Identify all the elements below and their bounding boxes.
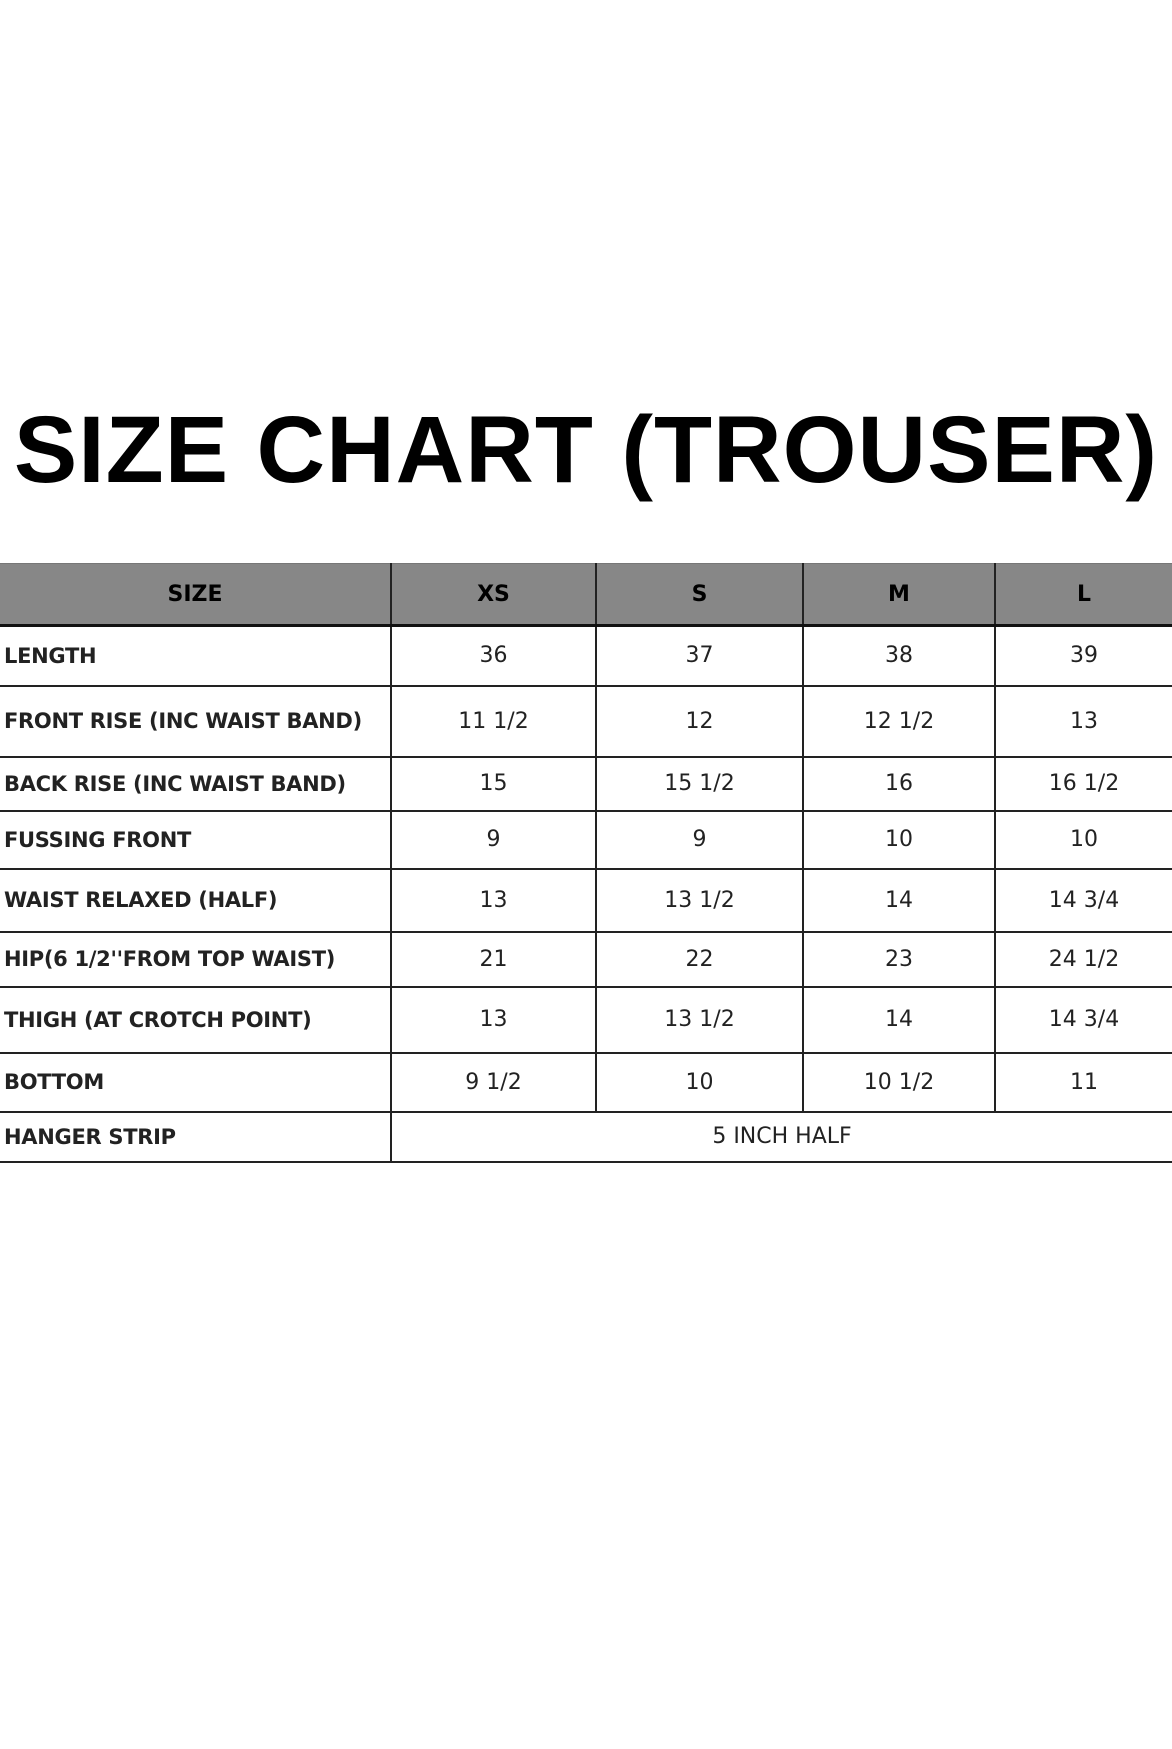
- cell-xs: 11 1/2: [391, 686, 596, 757]
- cell-xs: 13: [391, 869, 596, 932]
- cell-m: 16: [803, 757, 995, 811]
- cell-l: 13: [995, 686, 1172, 757]
- cell-l: 11: [995, 1053, 1172, 1112]
- cell-l: 16 1/2: [995, 757, 1172, 811]
- table-row-fussing-front: [0, 811, 1172, 869]
- cell-s: 9: [596, 811, 803, 869]
- cell-m: 14: [803, 987, 995, 1053]
- cell-l: 14 3/4: [995, 987, 1172, 1053]
- cell-l: 10: [995, 811, 1172, 869]
- table-row-waist-relaxed: [0, 869, 1172, 932]
- header-s: S: [596, 564, 803, 626]
- cell-m: 23: [803, 932, 995, 987]
- table-header-row: [0, 564, 1172, 626]
- table-row-front-rise: [0, 686, 1172, 757]
- cell-xs: 13: [391, 987, 596, 1053]
- cell-s: 12: [596, 686, 803, 757]
- cell-s: 22: [596, 932, 803, 987]
- table-row-length: [0, 626, 1172, 686]
- cell-m: 38: [803, 626, 995, 686]
- row-label: WAIST RELAXED (HALF): [0, 869, 391, 932]
- table-row-back-rise: [0, 757, 1172, 811]
- cell-xs: 21: [391, 932, 596, 987]
- cell-s: 37: [596, 626, 803, 686]
- cell-xs: 9 1/2: [391, 1053, 596, 1112]
- cell-xs: 9: [391, 811, 596, 869]
- header-m: M: [803, 564, 995, 626]
- cell-s: 13 1/2: [596, 987, 803, 1053]
- row-label: FUSSING FRONT: [0, 811, 391, 869]
- cell-m: 14: [803, 869, 995, 932]
- row-label: HIP(6 1/2''FROM TOP WAIST): [0, 932, 391, 987]
- size-chart-table: [0, 563, 1172, 1163]
- table-row-hip: [0, 932, 1172, 987]
- cell-xs: 36: [391, 626, 596, 686]
- row-label: BACK RISE (INC WAIST BAND): [0, 757, 391, 811]
- header-size: SIZE: [0, 564, 391, 626]
- page-title: SIZE CHART (TROUSER): [13, 397, 1159, 503]
- row-label: BOTTOM: [0, 1053, 391, 1112]
- cell-s: 10: [596, 1053, 803, 1112]
- row-label: LENGTH: [0, 626, 391, 686]
- row-label: HANGER STRIP: [0, 1112, 391, 1162]
- cell-l: 14 3/4: [995, 869, 1172, 932]
- cell-xs: 15: [391, 757, 596, 811]
- cell-l: 39: [995, 626, 1172, 686]
- cell-s: 13 1/2: [596, 869, 803, 932]
- row-label: FRONT RISE (INC WAIST BAND): [0, 686, 391, 757]
- table-row-hanger-strip: [0, 1112, 1172, 1162]
- header-l: L: [995, 564, 1172, 626]
- table-row-thigh: [0, 987, 1172, 1053]
- cell-l: 24 1/2: [995, 932, 1172, 987]
- cell-m: 10 1/2: [803, 1053, 995, 1112]
- table-row-bottom: [0, 1053, 1172, 1112]
- cell-m: 10: [803, 811, 995, 869]
- row-label: THIGH (AT CROTCH POINT): [0, 987, 391, 1053]
- cell-m: 12 1/2: [803, 686, 995, 757]
- cell-merged: 5 INCH HALF: [391, 1112, 1172, 1162]
- cell-s: 15 1/2: [596, 757, 803, 811]
- header-xs: XS: [391, 564, 596, 626]
